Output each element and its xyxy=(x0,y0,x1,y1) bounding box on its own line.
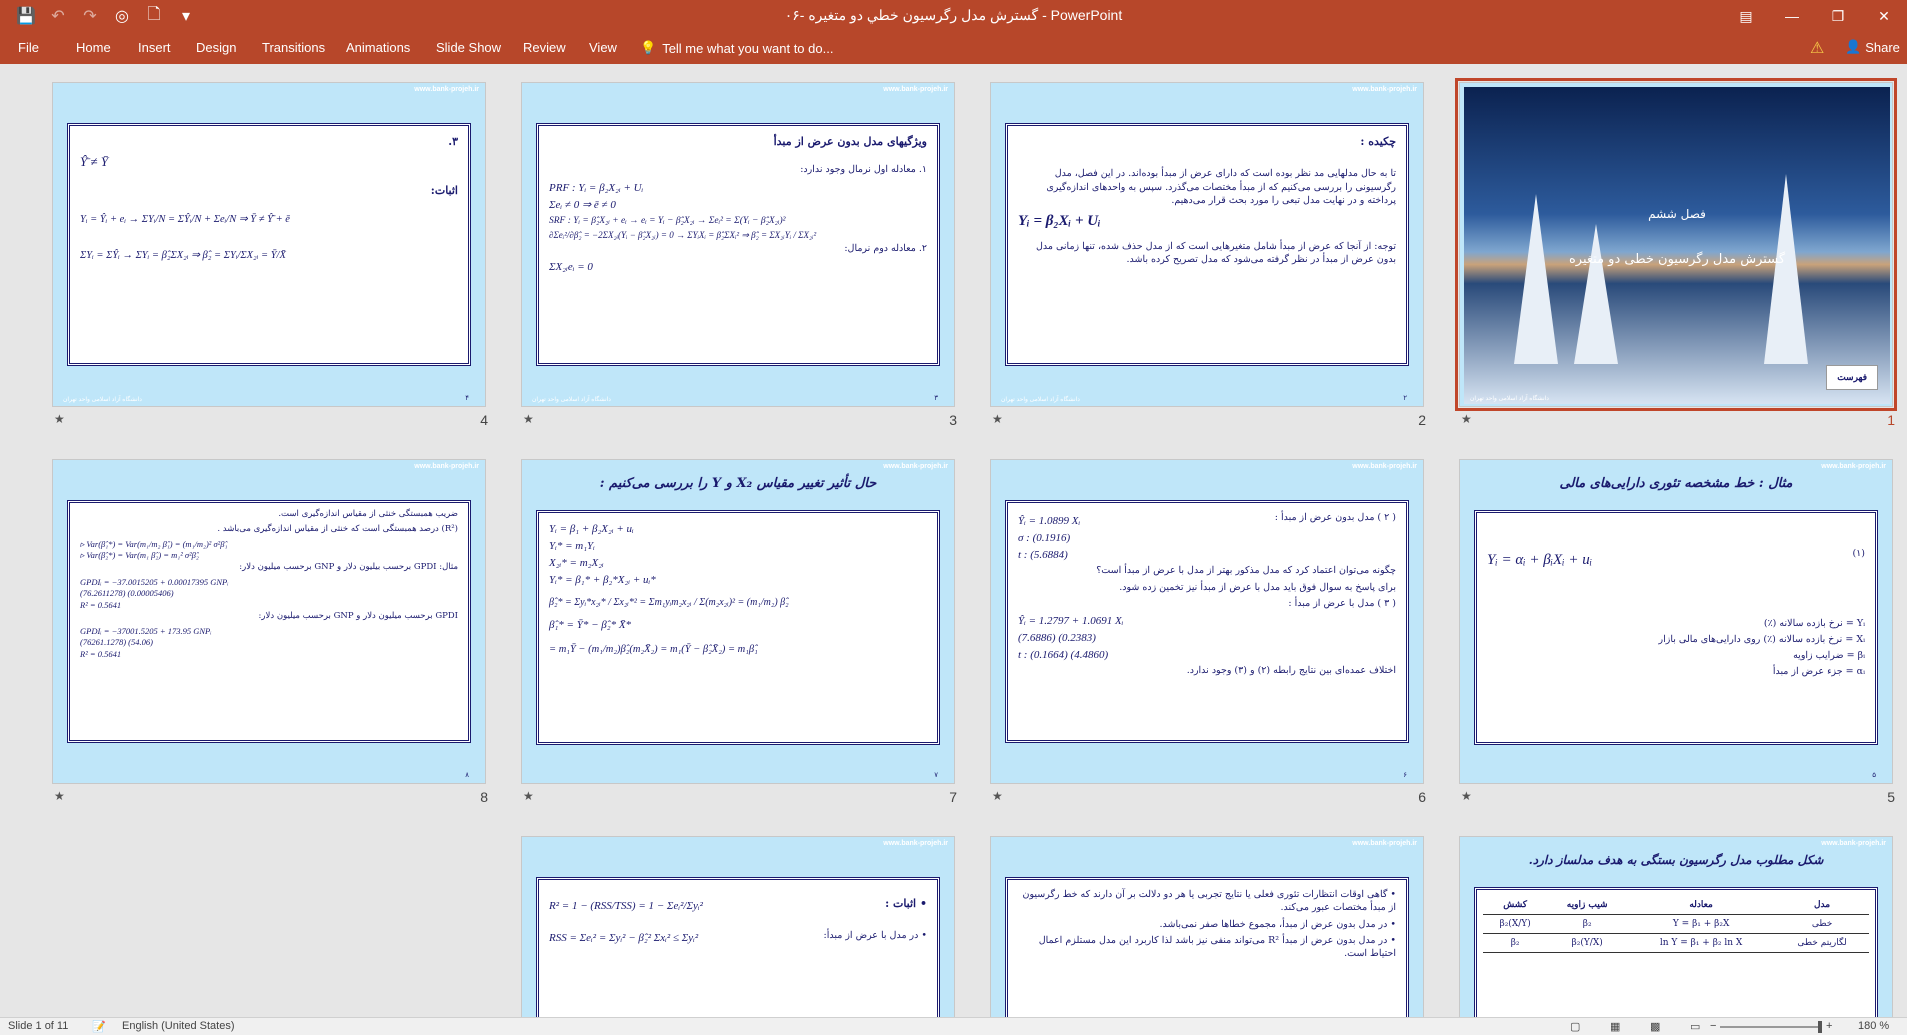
touch-mode-icon[interactable]: ◎ xyxy=(115,8,129,25)
slide-7[interactable] xyxy=(521,459,955,784)
zoom-level[interactable]: 180 % xyxy=(1858,1020,1890,1032)
table-header-row xyxy=(1483,896,1869,915)
content-box xyxy=(1474,887,1878,1017)
slide-thumbnail-4[interactable] xyxy=(52,82,488,428)
minimize-icon[interactable]: — xyxy=(1785,8,1799,24)
slide-footer: دانشگاه آزاد اسلامی واحد تهران xyxy=(1470,396,1549,402)
list-item: ۱. معادله اول نرمال وجود ندارد: xyxy=(800,164,927,176)
table-cell: β₂(Y/X) xyxy=(1547,934,1627,953)
tab-slide-show[interactable]: Slide Show xyxy=(436,40,502,55)
column-header: معادله xyxy=(1627,896,1775,915)
tab-transitions[interactable]: Transitions xyxy=(262,40,326,55)
list-item: ( ۳ ) مدل با عرض از مبدأ : xyxy=(1288,598,1396,610)
equation: ∂Σeᵢ²/∂β̂₂ = −2ΣX₂ᵢ(Yᵢ − β̂₂X₂ᵢ) = 0 → ΣYᵢXᵢ = β̂₂ΣXᵢ² ⇒ β̂₂ = ΣX₂ᵢYᵢ / ΣX₂ᵢ² xyxy=(549,229,817,240)
slide-11[interactable] xyxy=(521,836,955,1017)
page-number: ۲ xyxy=(1403,395,1407,402)
paragraph: مثال: GPDI برحسب بیلیون دلار و GNP برحسب میلیون دلار: xyxy=(239,561,458,572)
equation: t : (0.1664) (4.4860) xyxy=(1018,649,1109,662)
slide-number: 7 xyxy=(949,789,957,805)
tree-shape xyxy=(1574,224,1618,364)
slide-8[interactable] xyxy=(52,459,486,784)
definition: Yᵢ = نرخ بازده سالانه (٪) xyxy=(1763,617,1865,629)
equation: GPDIᵢ = −37.0015205 + 0.00017395 GNPᵢ xyxy=(80,576,229,587)
slide-footer: دانشگاه آزاد اسلامی واحد تهران xyxy=(63,397,142,403)
slide-1[interactable] xyxy=(1459,82,1893,407)
share-label: Share xyxy=(1865,39,1900,55)
equation: (76261.1278) (54.06) xyxy=(80,637,153,648)
equation: σ : (0.1916) xyxy=(1018,532,1071,545)
tell-me-text: Tell me what you want to do... xyxy=(662,40,834,56)
slide-url: www.bank-projeh.ir xyxy=(414,86,479,93)
slide-2[interactable] xyxy=(990,82,1424,407)
slide-sorter-view-icon[interactable]: ▦ xyxy=(1610,1021,1621,1033)
equation: ▹ Var(β̂₁*) = Var(m₁/m₂ β̂₁) = (m₁/m₂)² σ²β̂₁ xyxy=(80,538,228,549)
slide-heading: ویژگیهای مدل بدون عرض از مبدأ xyxy=(773,135,927,148)
restore-icon[interactable]: ❐ xyxy=(1831,7,1845,24)
slide-url: www.bank-projeh.ir xyxy=(1352,463,1417,470)
content-box xyxy=(536,877,940,1017)
slide-number: 1 xyxy=(1887,412,1895,428)
equation: β̂₂* = Σyᵢ*x₂ᵢ* / Σx₂ᵢ*² = Σm₁yᵢm₂x₂ᵢ / Σ(m₂x₂ᵢ)² = (m₁/m₂) β̂₂ xyxy=(549,597,789,609)
equation: β̂₁* = Ȳ* − β̂₂* X̄* xyxy=(549,618,632,631)
title-bar xyxy=(0,0,1907,32)
tab-home[interactable]: Home xyxy=(76,40,111,55)
animation-star-icon: ★ xyxy=(523,789,534,803)
slide-thumbnail-1[interactable] xyxy=(1459,82,1895,428)
zoom-slider-handle[interactable] xyxy=(1818,1021,1822,1033)
table-row xyxy=(1483,915,1869,934)
zoom-slider[interactable] xyxy=(1720,1026,1820,1028)
animation-star-icon: ★ xyxy=(523,412,534,426)
slide-number: 3 xyxy=(949,412,957,428)
paragraph: توجه: از آنجا که عرض از مبدأ شامل متغیرهایی است که از مدل حذف شده، تنها زمانی مدل بدون عرض از مبدأ در نظر گرفته می‌شود که مدل تصریح کرده باشد. xyxy=(1035,240,1396,265)
content-box xyxy=(1005,500,1409,743)
notes-icon[interactable]: 📝 xyxy=(92,1021,106,1033)
equation: Yᵢ = β₁ + β₂X₂ᵢ + uᵢ xyxy=(549,523,634,535)
equation: Ŷᵢ = 1.2797 + 1.0691 Xᵢ xyxy=(1018,615,1124,628)
slide-number: 4 xyxy=(480,412,488,428)
table-cell: β₂(X/Y) xyxy=(1483,915,1547,934)
equation: X₂ᵢ* = m₂X₂ᵢ xyxy=(549,557,604,570)
status-bar xyxy=(0,1017,1907,1035)
slide-thumbnail-6[interactable] xyxy=(990,459,1426,805)
content-box xyxy=(536,510,940,745)
share-button[interactable] xyxy=(1845,39,1900,55)
slide-footer: دانشگاه آزاد اسلامی واحد تهران xyxy=(532,397,611,403)
equation: (7.6886) (0.2383) xyxy=(1018,632,1096,645)
table-cell: لگاریتم خطی xyxy=(1775,934,1869,953)
slide-heading: ۳. xyxy=(448,135,458,148)
zoom-out-icon[interactable]: − xyxy=(1710,1020,1717,1032)
bullet-item: • گاهی اوقات انتظارات تئوری فعلی یا نتایج تجربی یا هر دو دلالت بر آن دارند که خط رگرسیون از مبدأ مختصات عبور می‌کند. xyxy=(1022,889,1396,914)
equation: t : (5.6884) xyxy=(1018,549,1068,562)
slide-url: www.bank-projeh.ir xyxy=(1821,463,1886,470)
equation: R² = 0.5641 xyxy=(80,599,122,610)
slide-url: www.bank-projeh.ir xyxy=(883,840,948,847)
equation: Yᵢ* = m₁Yᵢ xyxy=(549,540,595,553)
slide-url: www.bank-projeh.ir xyxy=(883,86,948,93)
bullet-item: • اثبات : xyxy=(885,897,927,910)
ribbon-tabs xyxy=(0,32,1907,64)
equation: R² = 1 − (RSS/TSS) = 1 − Σeᵢ²/Σyᵢ² xyxy=(549,900,703,913)
lightbulb-icon: 💡 xyxy=(640,40,657,55)
content-box xyxy=(1005,123,1409,366)
table-cell: Y = β₁ + β₂X xyxy=(1627,915,1775,934)
animation-star-icon: ★ xyxy=(1461,789,1472,803)
slide-url: www.bank-projeh.ir xyxy=(1821,840,1886,847)
tab-design[interactable]: Design xyxy=(196,40,237,55)
slide-number: 2 xyxy=(1418,412,1426,428)
definition: αᵢ = جزء عرض از مبدأ xyxy=(1772,666,1865,678)
equation: GPDIᵢ = −37001.5205 + 173.95 GNPᵢ xyxy=(80,625,212,636)
bullet-item: • در مدل بدون عرض از مبدأ، مجموع خطاها صفر نمی‌باشد. xyxy=(1159,918,1396,930)
bullet-text: اثبات : xyxy=(885,897,917,910)
slide-url: www.bank-projeh.ir xyxy=(1352,840,1417,847)
page-number: ۸ xyxy=(465,772,469,779)
slide-thumbnail-2[interactable] xyxy=(990,82,1426,428)
definition: βᵢ = ضرایب زاویه xyxy=(1793,650,1865,662)
content-box xyxy=(536,123,940,366)
slide-url: www.bank-projeh.ir xyxy=(414,463,479,470)
undo-icon[interactable]: ↶ xyxy=(51,8,65,25)
equation: RSS = Σeᵢ² = Σyᵢ² − β̂₂² Σxᵢ² ≤ Σyᵢ² xyxy=(549,931,699,944)
redo-icon[interactable]: ↷ xyxy=(83,8,97,25)
slide-number: 5 xyxy=(1887,789,1895,805)
slide-heading: چکیده : xyxy=(1360,135,1396,148)
equation-tag: (۱) xyxy=(1852,548,1865,559)
paragraph: (R²) درصد همبستگی است که خنثی از مقیاس اندازه‌گیری می‌باشد . xyxy=(217,523,458,534)
equation: ΣYᵢ = ΣŶᵢ → ΣYᵢ = β̂₂ΣX₂ᵢ ⇒ β̂₂ = ΣYᵢ/ΣX₂ᵢ = Ȳ/X̄ xyxy=(80,250,286,262)
bullet-text: در مدل با عرض از مبدأ: xyxy=(823,930,919,942)
save-icon[interactable]: 💾 xyxy=(16,8,36,25)
list-item: ( ۲ ) مدل بدون عرض از مبدأ : xyxy=(1274,512,1396,523)
tab-review[interactable]: Review xyxy=(523,40,566,55)
equation: ΣX₂ᵢeᵢ = 0 xyxy=(549,260,593,273)
chapter-label: فصل ششم xyxy=(1648,207,1706,221)
slide-thumbnail-5[interactable] xyxy=(1459,459,1895,805)
slide-number: 6 xyxy=(1418,789,1426,805)
equation: R² = 0.5641 xyxy=(80,648,122,659)
table-cell: β₂ xyxy=(1547,915,1627,934)
slide-thumbnail-3[interactable] xyxy=(521,82,957,428)
tab-view[interactable]: View xyxy=(589,40,617,55)
bullet-item: • در مدل با عرض از مبدأ: xyxy=(823,930,927,942)
paragraph: چگونه می‌توان اعتماد کرد که مدل مذکور بهتر از مدل با عرض از مبدأ است؟ xyxy=(1096,565,1396,577)
slide-3[interactable] xyxy=(521,82,955,407)
column-header: کشش xyxy=(1483,896,1547,915)
equation: Ŷᵢ = 1.0899 Xᵢ xyxy=(1018,515,1081,528)
slide-show-icon[interactable]: ▭ xyxy=(1690,1021,1701,1033)
slide-6[interactable] xyxy=(990,459,1424,784)
content-box xyxy=(67,123,471,366)
content-box xyxy=(1005,877,1409,1017)
tree-shape xyxy=(1764,174,1808,364)
table-row xyxy=(1483,934,1869,953)
slide-footer: دانشگاه آزاد اسلامی واحد تهران xyxy=(1001,397,1080,403)
animation-star-icon: ★ xyxy=(992,412,1003,426)
slide-thumbnail-9[interactable] xyxy=(1459,836,1893,1017)
equation: PRF : Yᵢ = β₂X₂ᵢ + Uᵢ xyxy=(549,181,644,194)
page-number: ۵ xyxy=(1872,772,1876,779)
tell-me-box[interactable] xyxy=(640,40,833,56)
table-cell: ln Y = β₁ + β₂ ln X xyxy=(1627,934,1775,953)
tab-file[interactable]: File xyxy=(18,40,39,55)
tab-animations[interactable]: Animations xyxy=(346,40,411,55)
animation-star-icon: ★ xyxy=(54,789,65,803)
equation: ▹ Var(β̂₂*) = Var(m₁ β̂₂) = m₁² σ²β̂₂ xyxy=(80,550,199,561)
bullet-text: در مدل بدون عرض از مبدأ، مجموع خطاها صفر نمی‌باشد. xyxy=(1159,918,1388,930)
animation-star-icon: ★ xyxy=(54,412,65,426)
page-number: ۴ xyxy=(465,395,469,402)
normal-view-icon[interactable]: ▢ xyxy=(1570,1021,1581,1033)
slide-heading: مثال : خط مشخصه تئوری دارایی‌های مالی xyxy=(1559,476,1793,491)
page-number: ۳ xyxy=(934,395,938,402)
slide-sorter xyxy=(0,64,1907,1017)
equation: Yᵢ = Ŷᵢ + eᵢ → ΣYᵢ/N = ΣŶᵢ/N + Σeᵢ/N ⇒ Ȳ ≠ Ŷ̄ + ē xyxy=(80,213,290,225)
close-icon[interactable]: ✕ xyxy=(1878,7,1890,24)
slide-url: www.bank-projeh.ir xyxy=(1352,86,1417,93)
table-cell: خطی xyxy=(1775,915,1869,934)
equation: Yᵢ = β₂Xᵢ + Uᵢ xyxy=(1018,213,1101,230)
language-indicator[interactable]: English (United States) xyxy=(122,1020,235,1032)
column-header: شیب زاویه xyxy=(1547,896,1627,915)
contents-button[interactable]: فهرست xyxy=(1826,365,1878,390)
slide-4[interactable] xyxy=(52,82,486,407)
content-box xyxy=(1474,510,1878,745)
slide-thumbnail-7[interactable] xyxy=(521,459,957,805)
page-number: ۷ xyxy=(934,772,938,779)
slide-number: 8 xyxy=(480,789,488,805)
column-header: مدل xyxy=(1775,896,1869,915)
slide-9[interactable] xyxy=(1459,836,1893,1017)
slide-thumbnail-11[interactable] xyxy=(521,836,955,1017)
reading-view-icon[interactable]: ▩ xyxy=(1650,1021,1661,1033)
paragraph: برای پاسخ به سوال فوق باید مدل با عرض از مبدأ نیز تخمین زده شود. xyxy=(1119,581,1396,593)
slide-heading: شکل مطلوب مدل رگرسیون بستگی به هدف مدلساز دارد. xyxy=(1528,853,1824,867)
bullet-item: • در مدل بدون عرض از مبدأ R² می‌تواند منفی نیز باشد لذا کاربرد این مدل مستلزم اعمال احتیاط است. xyxy=(1038,934,1396,960)
person-icon: 👤 xyxy=(1845,39,1862,54)
equation: Ŷ̄ ≠ Ȳ xyxy=(80,154,109,170)
paragraph: تا به حال مدلهایی مد نظر بوده است که دارای عرض از مبدأ بوده‌اند. در این فصل، مدل رگرسیونی را بررسی می‌کنیم که از مبدأ مختصات می‌گذرد. سپس به واحدهای اندازه‌گیری پرداخته و در نهایت مدل تبعی را مورد بحث قرار می‌دهیم. xyxy=(1046,168,1396,206)
animation-star-icon: ★ xyxy=(1461,412,1472,426)
slide-url: www.bank-projeh.ir xyxy=(883,463,948,470)
slide-indicator[interactable]: Slide 1 of 11 xyxy=(8,1020,69,1032)
slide-heading: حال تأثیر تغییر مقیاس X₂ و Y را بررسی می‌کنیم : xyxy=(599,476,877,491)
definition: Xᵢ = نرخ بازده سالانه (٪) روی دارایی‌های مالی بازار xyxy=(1658,633,1865,645)
content-box xyxy=(67,500,471,743)
paragraph: اختلاف عمده‌ای بین نتایج رابطه (۲) و (۳) وجود ندارد. xyxy=(1186,665,1396,677)
model-table xyxy=(1483,896,1869,953)
zoom-in-icon[interactable]: + xyxy=(1826,1020,1833,1032)
bullet-text: در مدل بدون عرض از مبدأ R² می‌تواند منفی نیز باشد لذا کاربرد این مدل مستلزم اعمال احتیاط است. xyxy=(1038,934,1396,960)
list-item: ۲. معادله دوم نرمال: xyxy=(844,243,927,255)
slide-thumbnail-8[interactable] xyxy=(52,459,488,805)
equation: (76.2611278) (0.00005406) xyxy=(80,588,174,599)
slide-thumbnail-10[interactable] xyxy=(990,836,1424,1017)
equation: SRF : Yᵢ = β̂₂X₂ᵢ + eᵢ → eᵢ = Yᵢ − β̂₂X₂ᵢ → Σeᵢ² = Σ(Yᵢ − β̂₂X₂ᵢ)² xyxy=(549,215,786,226)
title-photo xyxy=(1464,87,1890,404)
equation: Σeᵢ ≠ 0 ⇒ ē ≠ 0 xyxy=(549,198,616,211)
customize-icon[interactable]: ▾ xyxy=(181,8,191,25)
slide-5[interactable] xyxy=(1459,459,1893,784)
slide-title: گسترش مدل رگرسیون خطی دو متغیره xyxy=(1568,252,1786,267)
proof-label: اثبات: xyxy=(430,183,458,197)
equation: = m₁Ȳ − (m₁/m₂)β̂₂(m₂X̄₂) = m₁(Ȳ − β̂₂X̄₂) = m₁β̂₁ xyxy=(549,643,758,655)
slide-10[interactable] xyxy=(990,836,1424,1017)
page-number: ۶ xyxy=(1403,772,1407,779)
animation-star-icon: ★ xyxy=(992,789,1003,803)
new-icon[interactable]: 🗋 xyxy=(147,5,161,23)
ribbon-display-icon[interactable]: ▤ xyxy=(1739,7,1753,24)
window-title: ۰۶- گسترش مدل رگرسیون خطي دو متغيره - PowerPoint xyxy=(784,7,1123,23)
tab-insert[interactable]: Insert xyxy=(138,40,171,55)
bullet-text: گاهی اوقات انتظارات تئوری فعلی یا نتایج تجربی یا هر دو دلالت بر آن دارند که خط رگرسیون از مبدأ مختصات عبور می‌کند. xyxy=(1022,889,1396,914)
table-cell: β₂ xyxy=(1483,934,1547,953)
paragraph: ضریب همبستگی خنثی از مقیاس اندازه‌گیری است. xyxy=(278,509,458,519)
equation: Yᵢ = αᵢ + βᵢXᵢ + uᵢ xyxy=(1487,552,1593,569)
paragraph: GPDI برحسب میلیون دلار و GNP برحسب میلیون دلار: xyxy=(258,611,458,622)
equation: Yᵢ* = β₁* + β₂*X₂ᵢ + uᵢ* xyxy=(549,574,656,587)
warning-icon[interactable]: ⚠ xyxy=(1810,40,1825,57)
